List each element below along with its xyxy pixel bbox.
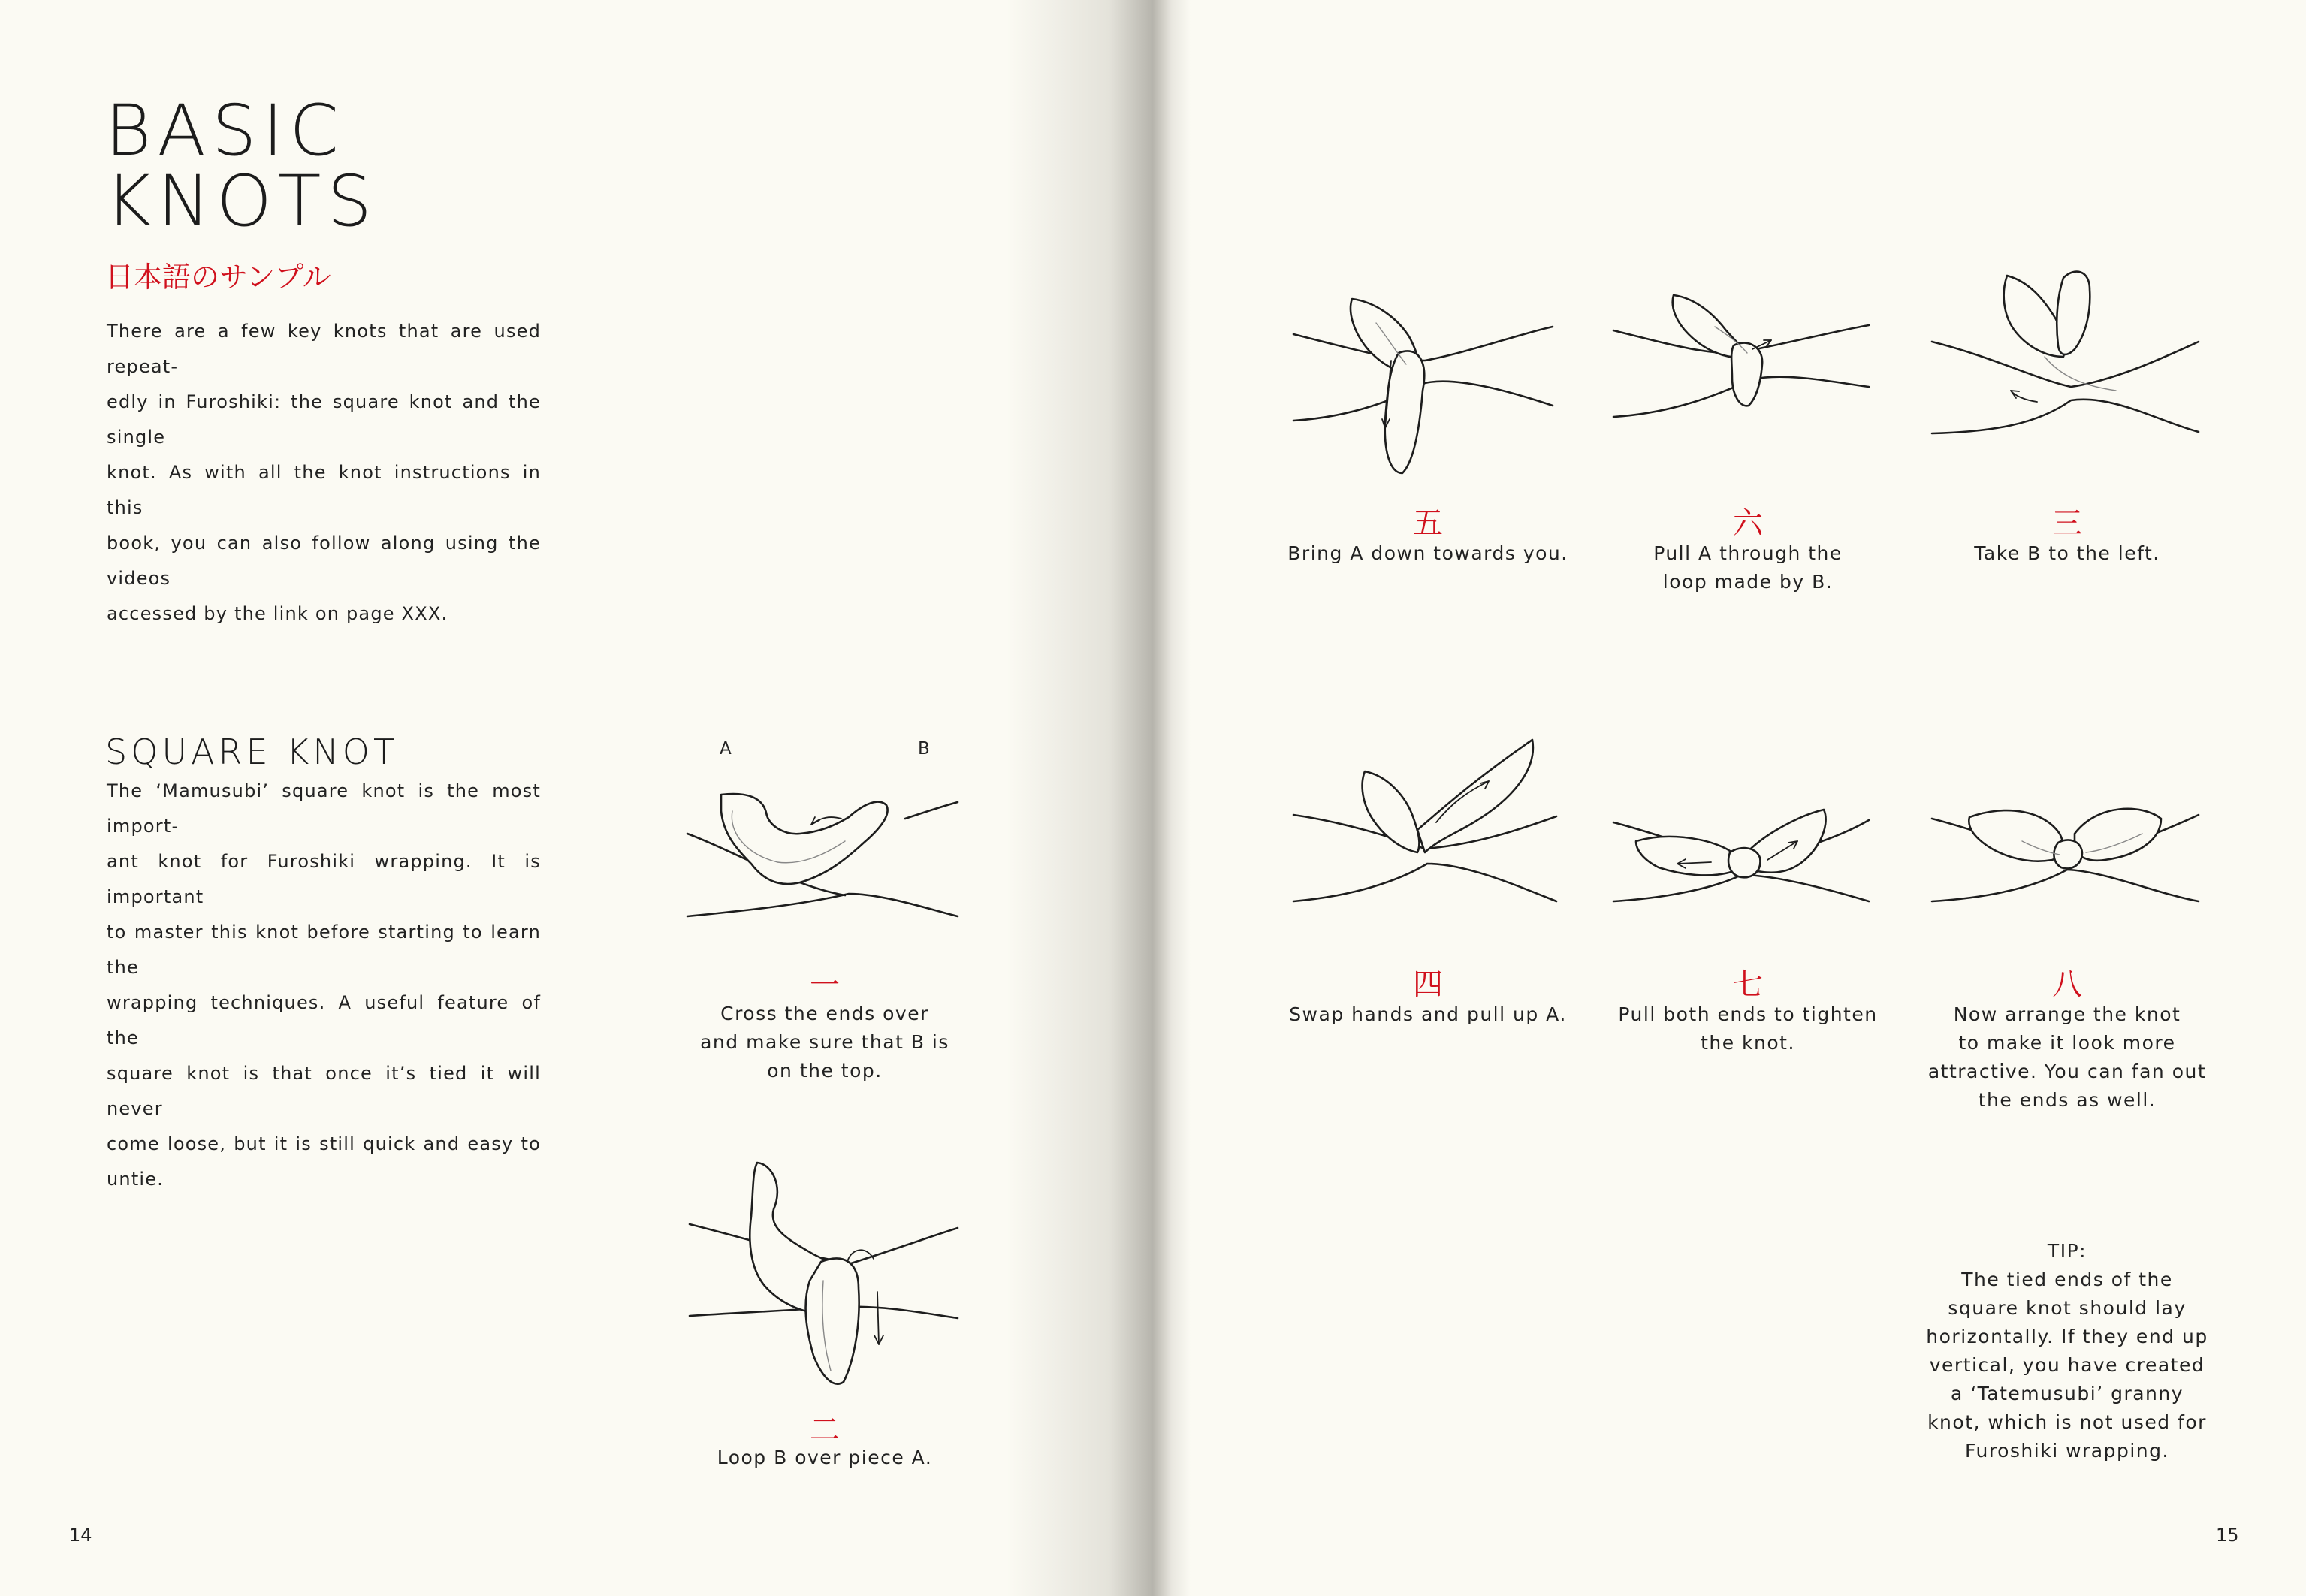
caption-line: attractive. You can fan out <box>1927 1060 2207 1082</box>
section-line: The ‘Mamusubi’ square knot is the most import- <box>107 780 541 837</box>
step-number: 四 <box>1413 967 1443 1002</box>
tip-line: vertical, you have created <box>1929 1354 2205 1376</box>
tip-line: Furoshiki wrapping. <box>1965 1440 2169 1462</box>
square-knot-paragraph <box>107 774 541 1197</box>
step-caption <box>1924 539 2211 568</box>
label-b: B <box>918 739 930 759</box>
step-2-illustration <box>690 1157 960 1397</box>
caption-line: and make sure that B is <box>700 1031 949 1053</box>
intro-line: There are a few key knots that are used repeat- <box>107 321 541 377</box>
caption-line: Take B to the left. <box>1974 542 2160 564</box>
caption-line: the knot. <box>1701 1032 1795 1054</box>
caption-line: loop made by B. <box>1662 571 1834 593</box>
step-caption <box>1284 1000 1571 1029</box>
caption-line: Swap hands and pull up A. <box>1289 1003 1567 1025</box>
step-number: 三 <box>2052 506 2082 541</box>
page-number-right: 15 <box>2216 1525 2239 1546</box>
section-line: wrapping techniques. A useful feature of the <box>107 992 541 1048</box>
gutter-shadow-right <box>1153 0 1191 1596</box>
step-caption <box>1284 539 1571 568</box>
step-5-illustration <box>1293 293 1556 481</box>
intro-line: knot. As with all the knot instructions in this <box>107 462 541 518</box>
step-number: 六 <box>1733 506 1763 541</box>
intro-line: book, you can also follow along using the videos <box>107 533 541 589</box>
japanese-subtitle: 日本語のサンプル <box>105 261 331 294</box>
section-line: ant knot for Furoshiki wrapping. It is important <box>107 851 541 907</box>
caption-line: Pull A through the <box>1653 542 1843 564</box>
caption-line: Loop B over piece A. <box>717 1447 933 1468</box>
intro-line: edly in Furoshiki: the square knot and the single <box>107 391 541 448</box>
caption-line: on the top. <box>767 1060 883 1082</box>
page-title <box>105 90 379 243</box>
step-caption <box>1604 1000 1891 1057</box>
step-3-illustration <box>1932 267 2202 443</box>
step-caption <box>690 1000 960 1085</box>
page-number-left: 14 <box>69 1525 92 1546</box>
section-line: square knot is that once it’s tied it will never <box>107 1063 541 1119</box>
step-6-illustration <box>1613 289 1873 424</box>
section-title: SQUARE KNOT <box>105 732 399 772</box>
section-line: come loose, but it is still quick and easy to untie. <box>107 1133 541 1190</box>
tip-line: square knot should lay <box>1948 1297 2187 1319</box>
tip-line: knot, which is not used for <box>1927 1411 2207 1433</box>
step-caption <box>690 1444 960 1472</box>
caption-line: Bring A down towards you. <box>1287 542 1568 564</box>
tip-line: horizontally. If they end up <box>1926 1326 2208 1347</box>
step-caption <box>1924 1000 2211 1115</box>
step-caption <box>1604 539 1891 596</box>
section-line: to master this knot before starting to learn the <box>107 922 541 978</box>
caption-line: Now arrange the knot <box>1953 1003 2181 1025</box>
step-number: 八 <box>2052 967 2082 1002</box>
tip-heading: TIP: <box>2047 1240 2087 1262</box>
intro-paragraph <box>107 314 541 632</box>
caption-line: to make it look more <box>1958 1032 2176 1054</box>
title-line-2: KNOTS <box>105 161 379 243</box>
step-1-illustration <box>687 781 958 924</box>
label-a: A <box>720 739 732 759</box>
step-8-illustration <box>1932 796 2202 905</box>
step-4-illustration <box>1293 740 1560 905</box>
gutter-shadow-left <box>1007 0 1153 1596</box>
intro-line: accessed by the link on page XXX. <box>107 603 448 624</box>
tip-line: a ‘Tatemusubi’ granny <box>1950 1383 2184 1404</box>
caption-line: Cross the ends over <box>720 1003 929 1024</box>
step-number: 二 <box>810 1413 840 1447</box>
caption-line: the ends as well. <box>1978 1089 2157 1111</box>
step-number: 一 <box>810 968 840 1003</box>
step-number: 七 <box>1733 967 1763 1002</box>
title-line-1: BASIC <box>105 90 345 172</box>
caption-line: Pull both ends to tighten <box>1618 1003 1878 1025</box>
step-number: 五 <box>1413 506 1443 541</box>
tip-box <box>1924 1237 2211 1465</box>
tip-line: The tied ends of the <box>1961 1269 2173 1290</box>
step-7-illustration <box>1613 804 1873 905</box>
